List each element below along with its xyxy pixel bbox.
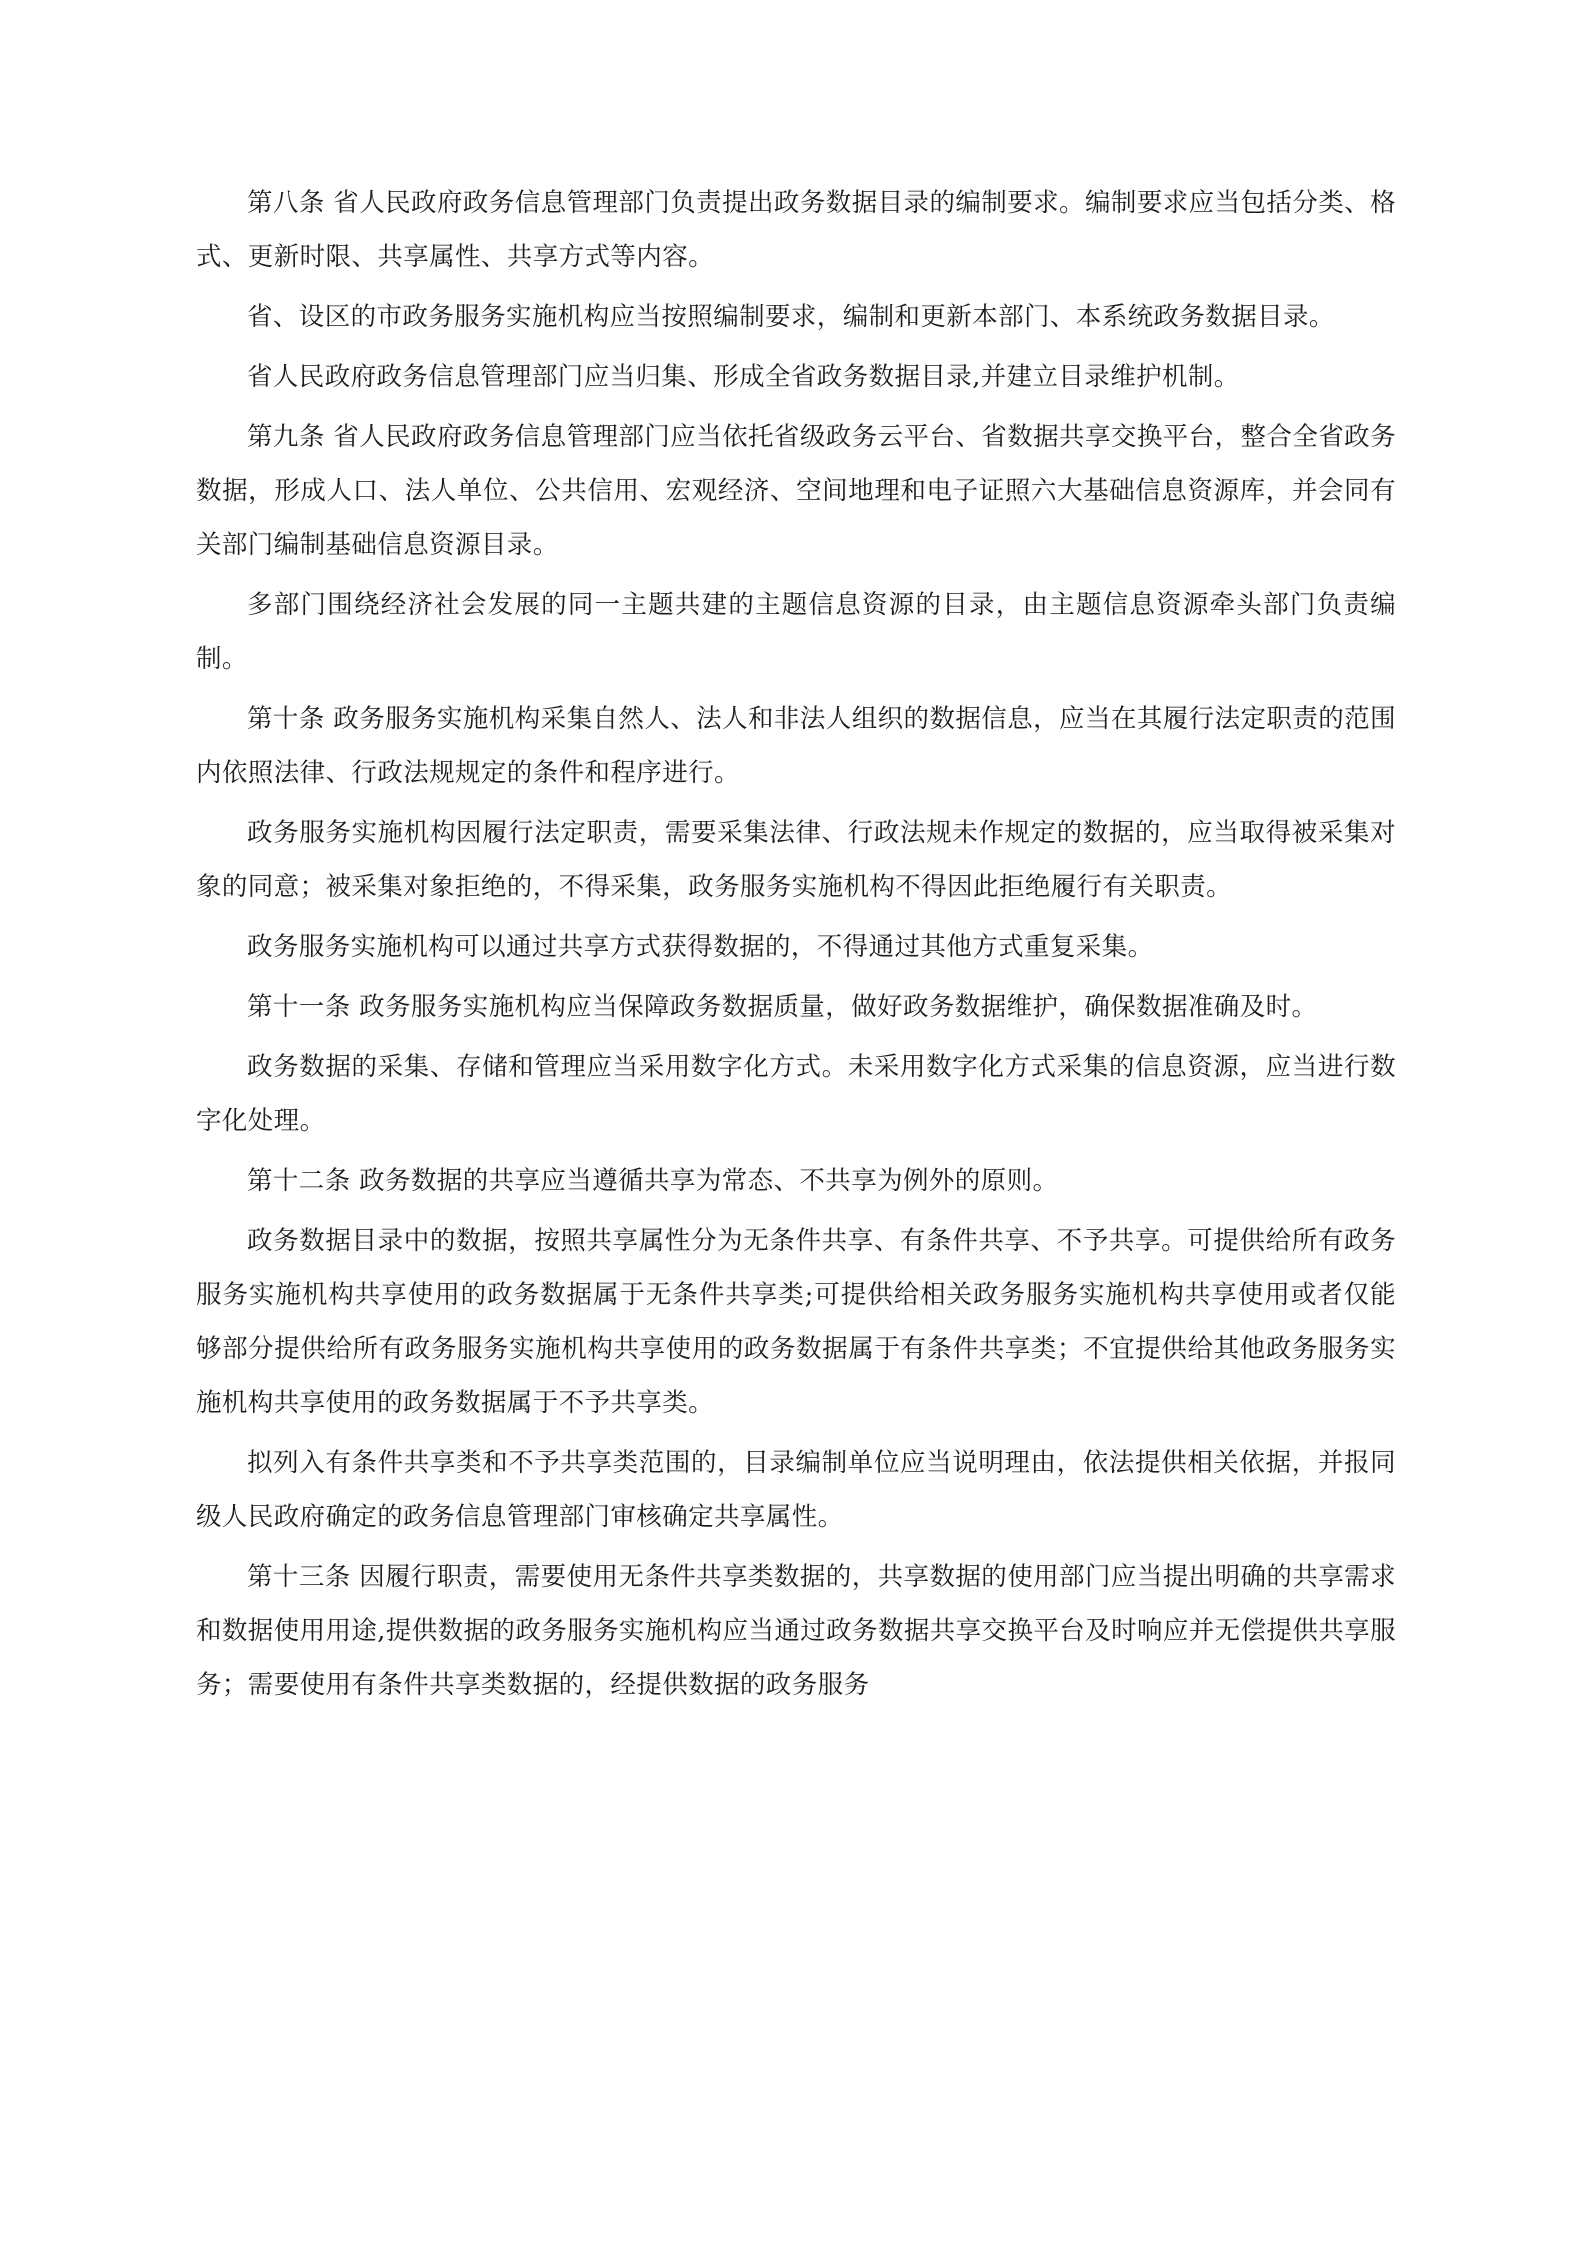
- paragraph: 省、设区的市政务服务实施机构应当按照编制要求，编制和更新本部门、本系统政务数据目录。: [247, 302, 1335, 332]
- paragraph: 第十三条 因履行职责，需要使用无条件共享类数据的，共享数据的使用部门应当提出明确的共享需求和数据使用用途,提供数据的政务服务实施机构应当通过政务数据共享交换平台及时响应并无偿提供共享服务；需要使用有条件共享类数据的，经提供数据的政务服务: [196, 1562, 1396, 1700]
- paragraph: 第十一条 政务服务实施机构应当保障政务数据质量，做好政务数据维护，确保数据准确及时。: [247, 992, 1318, 1022]
- paragraph: 第九条 省人民政府政务信息管理部门应当依托省级政务云平台、省数据共享交换平台，整合全省政务数据，形成人口、法人单位、公共信用、宏观经济、空间地理和电子证照六大基础信息资源库，并会同有关部门编制基础信息资源目录。: [196, 422, 1396, 560]
- paragraph: 拟列入有条件共享类和不予共享类范围的，目录编制单位应当说明理由，依法提供相关依据，并报同级人民政府确定的政务信息管理部门审核确定共享属性。: [196, 1448, 1396, 1532]
- paragraph: 多部门围绕经济社会发展的同一主题共建的主题信息资源的目录，由主题信息资源牵头部门负责编制。: [196, 590, 1396, 674]
- paragraph: 第八条 省人民政府政务信息管理部门负责提出政务数据目录的编制要求。编制要求应当包括分类、格式、更新时限、共享属性、共享方式等内容。: [196, 188, 1396, 272]
- paragraph: 第十二条 政务数据的共享应当遵循共享为常态、不共享为例外的原则。: [247, 1166, 1059, 1196]
- paragraph: 政务服务实施机构因履行法定职责，需要采集法律、行政法规未作规定的数据的，应当取得被采集对象的同意；被采集对象拒绝的，不得采集，政务服务实施机构不得因此拒绝履行有关职责。: [196, 818, 1396, 902]
- paragraph: 政务数据目录中的数据，按照共享属性分为无条件共享、有条件共享、不予共享。可提供给所有政务服务实施机构共享使用的政务数据属于无条件共享类;可提供给相关政务服务实施机构共享使用或者仅能够部分提供给所有政务服务实施机构共享使用的政务数据属于有条件共享类；不宜提供给其他政务服务实施机构共享使用的政务数据属于不予共享类。: [196, 1226, 1396, 1418]
- paragraph: 省人民政府政务信息管理部门应当归集、形成全省政务数据目录,并建立目录维护机制。: [247, 362, 1240, 392]
- paragraph: 第十条 政务服务实施机构采集自然人、法人和非法人组织的数据信息，应当在其履行法定职责的范围内依照法律、行政法规规定的条件和程序进行。: [196, 704, 1396, 788]
- paragraph: 政务服务实施机构可以通过共享方式获得数据的，不得通过其他方式重复采集。: [247, 932, 1154, 962]
- paragraph: 政务数据的采集、存储和管理应当采用数字化方式。未采用数字化方式采集的信息资源，应当进行数字化处理。: [196, 1052, 1396, 1136]
- document-body: [196, 176, 1396, 1718]
